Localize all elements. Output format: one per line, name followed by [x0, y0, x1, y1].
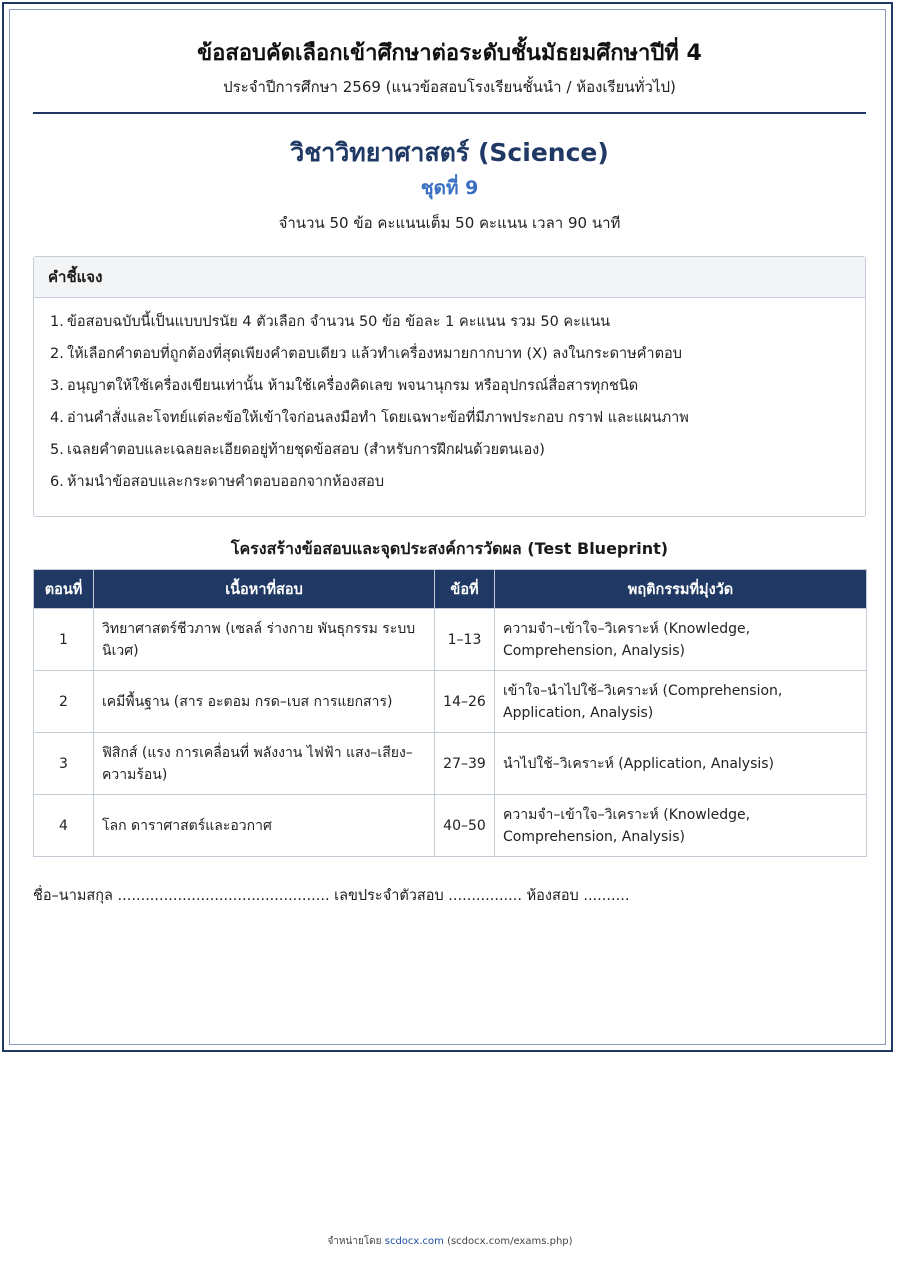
exam-subtitle: ประจำปีการศึกษา 2569 (แนวข้อสอบโรงเรียนชั้นนำ / ห้องเรียนทั่วไป)	[223, 78, 676, 96]
instruction-item	[50, 408, 851, 440]
col-header-content: เนื้อหาที่สอบ	[94, 570, 435, 609]
blueprint-header-row	[34, 570, 867, 609]
col-header-part: ตอนที่	[34, 570, 94, 609]
instruction-text: เฉลยคำตอบและเฉลยละเอียดอยู่ท้ายชุดข้อสอบ (สำหรับการฝึกฝนด้วยตนเอง)	[67, 442, 545, 458]
instruction-number: 2.	[50, 346, 64, 362]
exam-meta: จำนวน 50 ข้อ คะแนนเต็ม 50 คะแนน เวลา 90 นาที	[278, 214, 621, 232]
table-row	[34, 671, 867, 733]
instruction-number: 1.	[50, 314, 64, 330]
cell-behavior: นำไปใช้–วิเคราะห์ (Application, Analysis)	[495, 733, 867, 795]
instructions-list	[34, 298, 865, 516]
instruction-number: 5.	[50, 442, 64, 458]
instruction-item	[50, 312, 851, 344]
instructions-heading: คำชี้แจง	[34, 257, 865, 298]
cell-behavior: เข้าใจ–นำไปใช้–วิเคราะห์ (Comprehension, Application, Analysis)	[495, 671, 867, 733]
instructions-box	[33, 256, 866, 517]
cell-content: เคมีพื้นฐาน (สาร อะตอม กรด–เบส การแยกสาร)	[94, 671, 435, 733]
instruction-text: ให้เลือกคำตอบที่ถูกต้องที่สุดเพียงคำตอบเดียว แล้วทำเครื่องหมายกากบาท (X) ลงในกระดาษคำตอบ	[67, 346, 682, 362]
cell-part: 1	[34, 609, 94, 671]
cell-items: 14–26	[435, 671, 495, 733]
instruction-text: ห้ามนำข้อสอบและกระดาษคำตอบออกจากห้องสอบ	[67, 474, 385, 490]
table-row	[34, 609, 867, 671]
instruction-item	[50, 440, 851, 472]
instruction-item	[50, 344, 851, 376]
header-divider	[33, 112, 866, 114]
instruction-text: อนุญาตให้ใช้เครื่องเขียนเท่านั้น ห้ามใช้เครื่องคิดเลข พจนานุกรม หรืออุปกรณ์สื่อสารทุกชนิด	[67, 378, 639, 394]
exam-cover	[33, 30, 866, 907]
instruction-number: 3.	[50, 378, 64, 394]
exam-title: ข้อสอบคัดเลือกเข้าศึกษาต่อระดับชั้นมัธยมศึกษาปีที่ 4	[197, 41, 702, 66]
table-row	[34, 733, 867, 795]
cell-part: 2	[34, 671, 94, 733]
cell-behavior: ความจำ–เข้าใจ–วิเคราะห์ (Knowledge, Comprehension, Analysis)	[495, 795, 867, 857]
cell-items: 27–39	[435, 733, 495, 795]
col-header-behavior: พฤติกรรมที่มุ่งวัด	[495, 570, 867, 609]
cell-items: 1–13	[435, 609, 495, 671]
instruction-number: 4.	[50, 410, 64, 426]
instruction-text: อ่านคำสั่งและโจทย์แต่ละข้อให้เข้าใจก่อนลงมือทำ โดยเฉพาะข้อที่มีภาพประกอบ กราฟ และแผนภาพ	[67, 410, 689, 426]
instruction-item	[50, 472, 851, 504]
footer-site-link[interactable]: scdocx.com	[384, 1236, 444, 1247]
footer	[0, 1234, 900, 1250]
instruction-item	[50, 376, 851, 408]
cell-behavior: ความจำ–เข้าใจ–วิเคราะห์ (Knowledge, Comprehension, Analysis)	[495, 609, 867, 671]
cell-part: 4	[34, 795, 94, 857]
candidate-info-line: ชื่อ–นามสกุล .............................................. เลขประจำตัวสอบ ................ ห้องสอบ ..........	[33, 888, 630, 904]
cell-content: วิทยาศาสตร์ชีวภาพ (เซลล์ ร่างกาย พันธุกรรม ระบบนิเวศ)	[94, 609, 435, 671]
cell-content: ฟิสิกส์ (แรง การเคลื่อนที่ พลังงาน ไฟฟ้า แสง–เสียง–ความร้อน)	[94, 733, 435, 795]
instruction-number: 6.	[50, 474, 64, 490]
col-header-items: ข้อที่	[435, 570, 495, 609]
cell-items: 40–50	[435, 795, 495, 857]
footer-prefix: จำหน่ายโดย	[327, 1236, 382, 1247]
table-row	[34, 795, 867, 857]
footer-url: (scdocx.com/exams.php)	[447, 1236, 573, 1247]
blueprint-title: โครงสร้างข้อสอบและจุดประสงค์การวัดผล (Test Blueprint)	[230, 539, 669, 558]
instruction-text: ข้อสอบฉบับนี้เป็นแบบปรนัย 4 ตัวเลือก จำนวน 50 ข้อ ข้อละ 1 คะแนน รวม 50 คะแนน	[67, 314, 611, 330]
set-number: ชุดที่ 9	[420, 177, 479, 199]
blueprint-table	[33, 569, 867, 857]
cell-content: โลก ดาราศาสตร์และอวกาศ	[94, 795, 435, 857]
cell-part: 3	[34, 733, 94, 795]
subject-name: วิชาวิทยาศาสตร์ (Science)	[290, 138, 609, 167]
